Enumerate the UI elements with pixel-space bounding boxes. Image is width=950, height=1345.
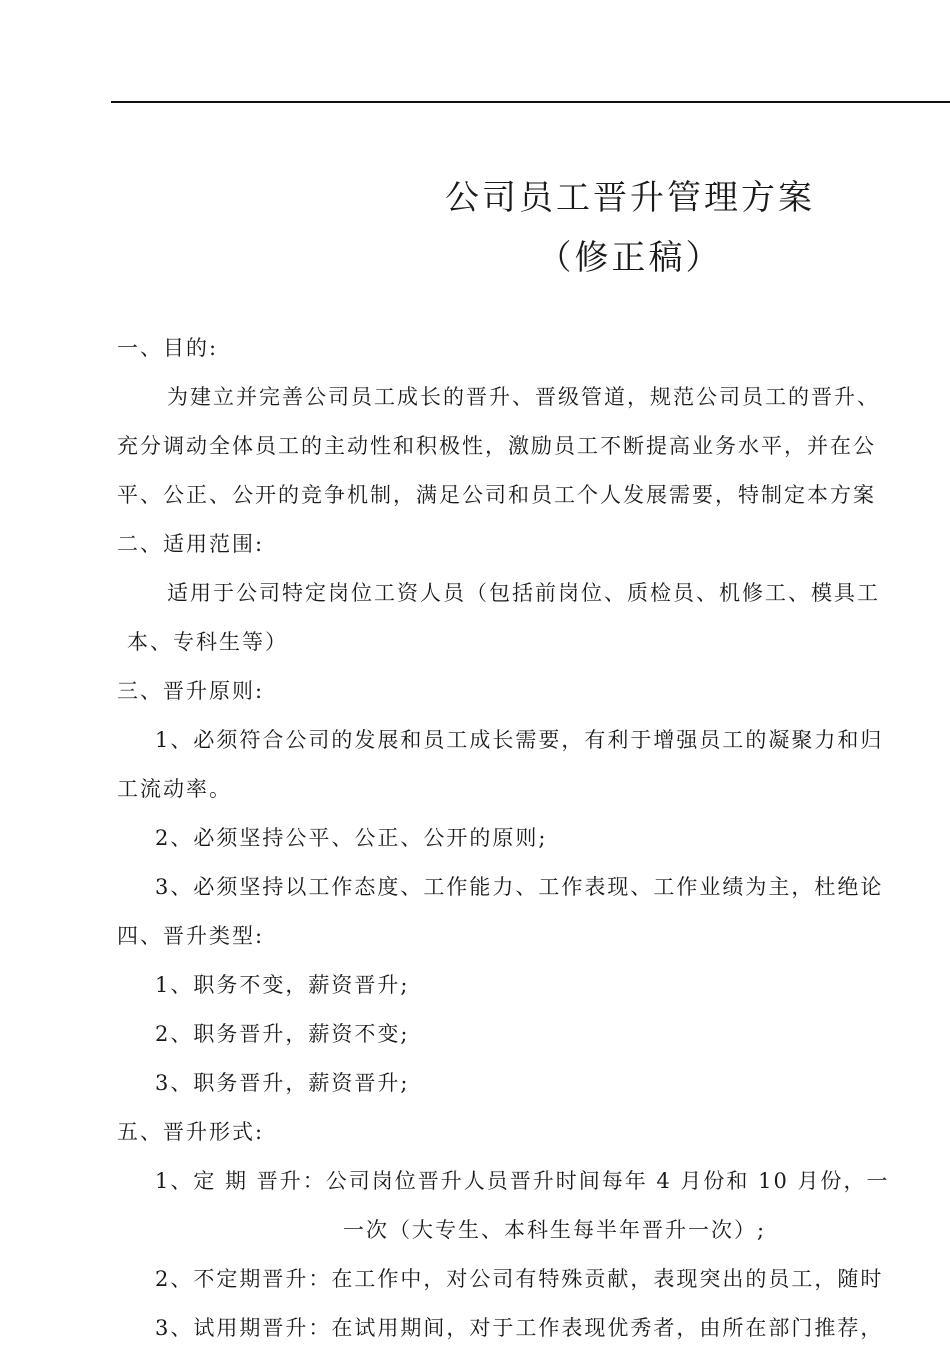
section-heading-purpose: 一、目的:	[117, 336, 219, 360]
paragraph-line: 一次（大专生、本科生每半年晋升一次）;	[343, 1218, 767, 1242]
paragraph-line: 本、专科生等）	[127, 630, 288, 654]
section-heading-principles: 三、晋升原则:	[117, 679, 265, 703]
paragraph-line: 平、公正、公开的竞争机制，满足公司和员工个人发展需要，特制定本方案	[117, 483, 876, 507]
list-item: 3、必须坚持以工作态度、工作能力、工作表现、工作业绩为主，杜绝论	[155, 875, 884, 899]
list-item: 1、职务不变，薪资晋升;	[155, 973, 410, 997]
list-item: 3、试用期晋升：在试用期间，对于工作表现优秀者，由所在部门推荐，	[155, 1316, 884, 1340]
section-heading-forms: 五、晋升形式:	[117, 1120, 265, 1144]
list-item: 3、职务晋升，薪资晋升;	[155, 1071, 410, 1095]
list-item: 2、职务晋升，薪资不变;	[155, 1022, 410, 1046]
paragraph-line: 充分调动全体员工的主动性和积极性，激励员工不断提高业务水平，并在公	[117, 434, 876, 458]
paragraph-line: 适用于公司特定岗位工资人员（包括前岗位、质检员、机修工、模具工	[167, 581, 880, 605]
list-item: 1、必须符合公司的发展和员工成长需要，有利于增强员工的凝聚力和归	[155, 728, 884, 752]
header-rule	[111, 101, 950, 103]
list-item: 2、不定期晋升：在工作中，对公司有特殊贡献，表现突出的员工，随时	[155, 1267, 884, 1291]
document-subtitle: （修正稿）	[537, 238, 723, 278]
document-title: 公司员工晋升管理方案	[445, 178, 815, 218]
paragraph-line: 为建立并完善公司员工成长的晋升、晋级管道，规范公司员工的晋升、	[167, 385, 880, 409]
paragraph-line: 工流动率。	[117, 777, 232, 801]
list-item: 1、定 期 晋升：公司岗位晋升人员晋升时间每年 4 月份和 10 月份，一	[155, 1169, 890, 1193]
section-heading-types: 四、晋升类型:	[117, 924, 265, 948]
list-item: 2、必须坚持公平、公正、公开的原则;	[155, 826, 548, 850]
section-heading-scope: 二、适用范围:	[117, 532, 265, 556]
